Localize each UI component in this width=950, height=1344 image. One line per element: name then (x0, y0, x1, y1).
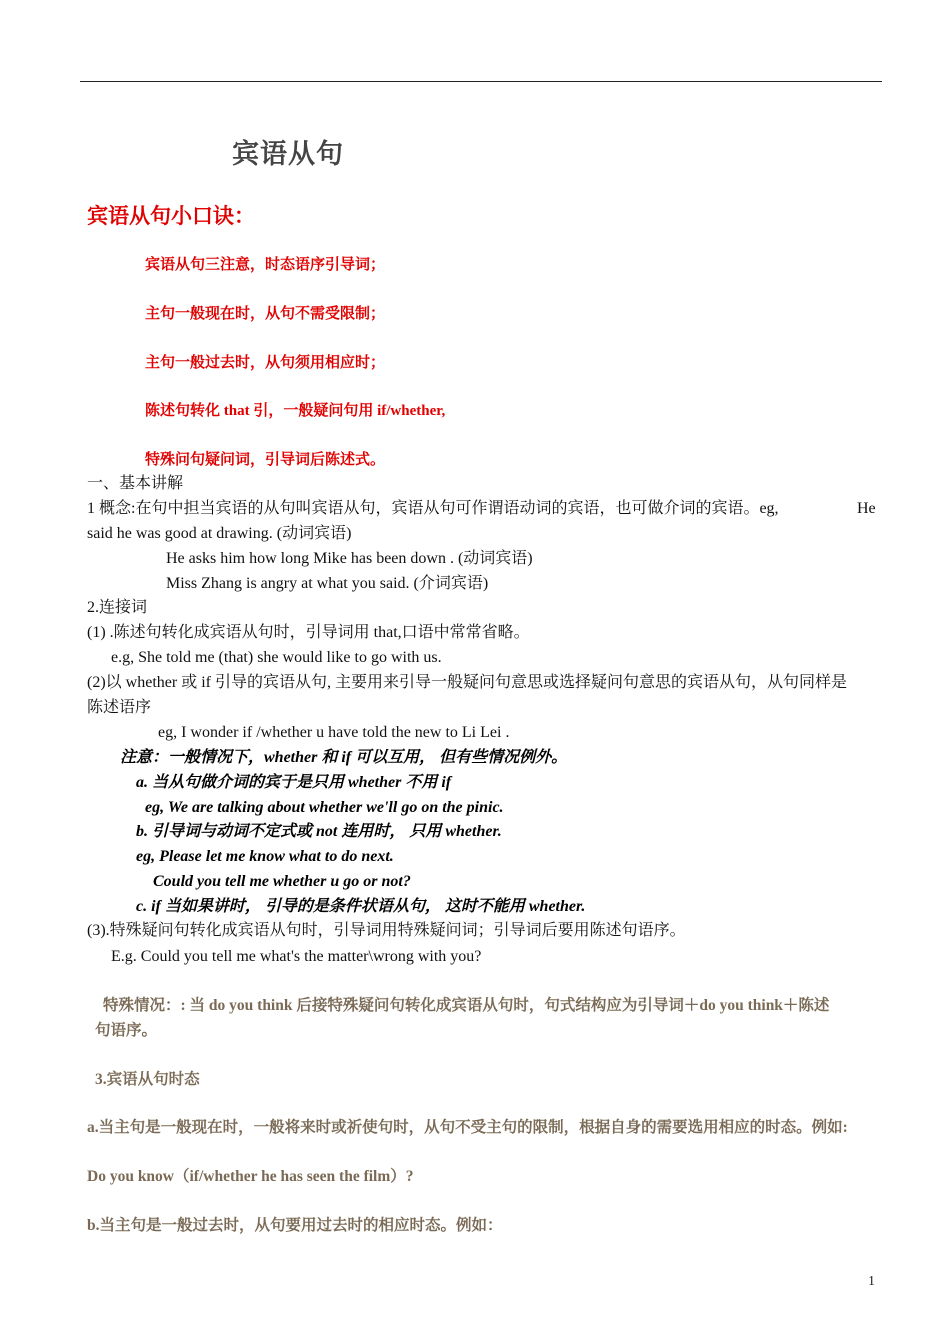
example-sentence: Miss Zhang is angry at what you said. (介词宾语) (166, 575, 489, 592)
note-item: b. 引导词与动词不定式或 not 连用时， 只用 whether. (136, 823, 502, 840)
mnemonic-line: 宾语从句三注意，时态语序引导词； (145, 257, 386, 273)
concept-text-tail: He (857, 500, 876, 517)
note-example: eg, Please let me know what to do next. (136, 848, 394, 865)
special-case: 句语序。 (95, 1022, 158, 1039)
rule-text: 陈述语序 (87, 699, 152, 716)
section-heading: 一、基本讲解 (87, 475, 184, 492)
rule-text: (3).特殊疑问句转化成宾语从句时，引导词用特殊疑问词；引导词后要用陈述句语序。 (87, 922, 686, 939)
example-sentence: E.g. Could you tell me what's the matter\wrong with you? (111, 948, 482, 965)
mnemonic-line: 陈述句转化 that 引，一般疑问句用 if/whether, (145, 403, 446, 419)
subsection-heading: 2.连接词 (87, 599, 148, 616)
mnemonic-heading: 宾语从句小口诀： (87, 204, 255, 228)
tense-rule: b.当主句是一般过去时，从句要用过去时的相应时态。例如： (87, 1217, 503, 1234)
mnemonic-line: 特殊问句疑问词，引导词后陈述式。 (145, 452, 386, 468)
mnemonic-line: 主句一般现在时，从句不需受限制； (145, 306, 386, 322)
note-example: eg, We are talking about whether we'll go on the pinic. (145, 799, 504, 816)
example-sentence: e.g, She told me (that) she would like to go with us. (111, 649, 442, 666)
note-item: a. 当从句做介词的宾于是只用 whether 不用 if (136, 774, 452, 791)
rule-text: (2)以 whether 或 if 引导的宾语从句, 主要用来引导一般疑问句意思或选择疑问句意思的宾语从句，从句同样是 (87, 674, 847, 691)
mnemonic-line: 主句一般过去时，从句须用相应时； (145, 355, 386, 371)
page-number: 1 (868, 1274, 875, 1289)
tense-heading: 3.宾语从句时态 (95, 1071, 200, 1088)
concept-text: said he was good at drawing. (动词宾语) (87, 525, 352, 542)
note-heading: 注意：一般情况下，whether 和 if 可以互用， 但有些情况例外。 (120, 749, 568, 766)
example-sentence: He asks him how long Mike has been down . (动词宾语) (166, 550, 533, 567)
example-sentence: eg, I wonder if /whether u have told the new to Li Lei . (158, 724, 510, 741)
concept-text: 1 概念:在句中担当宾语的从句叫宾语从句，宾语从句可作谓语动词的宾语，也可做介词的宾语。eg, (87, 500, 779, 517)
rule-text: (1) .陈述句转化成宾语从句时，引导词用 that,口语中常常省略。 (87, 624, 530, 641)
tense-rule: a.当主句是一般现在时，一般将来时或祈使句时，从句不受主句的限制，根据自身的需要选用相应的时态。例如: (87, 1119, 848, 1136)
tense-example: Do you know（if/whether he has seen the film）? (87, 1168, 414, 1185)
note-example: Could you tell me whether u go or not? (153, 873, 411, 890)
page-title: 宾语从句 (232, 139, 344, 169)
note-item: c. if 当如果讲时， 引导的是条件状语从句， 这时不能用 whether. (136, 898, 586, 915)
header-rule (80, 81, 882, 82)
special-case: 特殊情况：: 当 do you think 后接特殊疑问句转化成宾语从句时，句式结构应为引导词＋do you think＋陈述 (103, 997, 830, 1014)
